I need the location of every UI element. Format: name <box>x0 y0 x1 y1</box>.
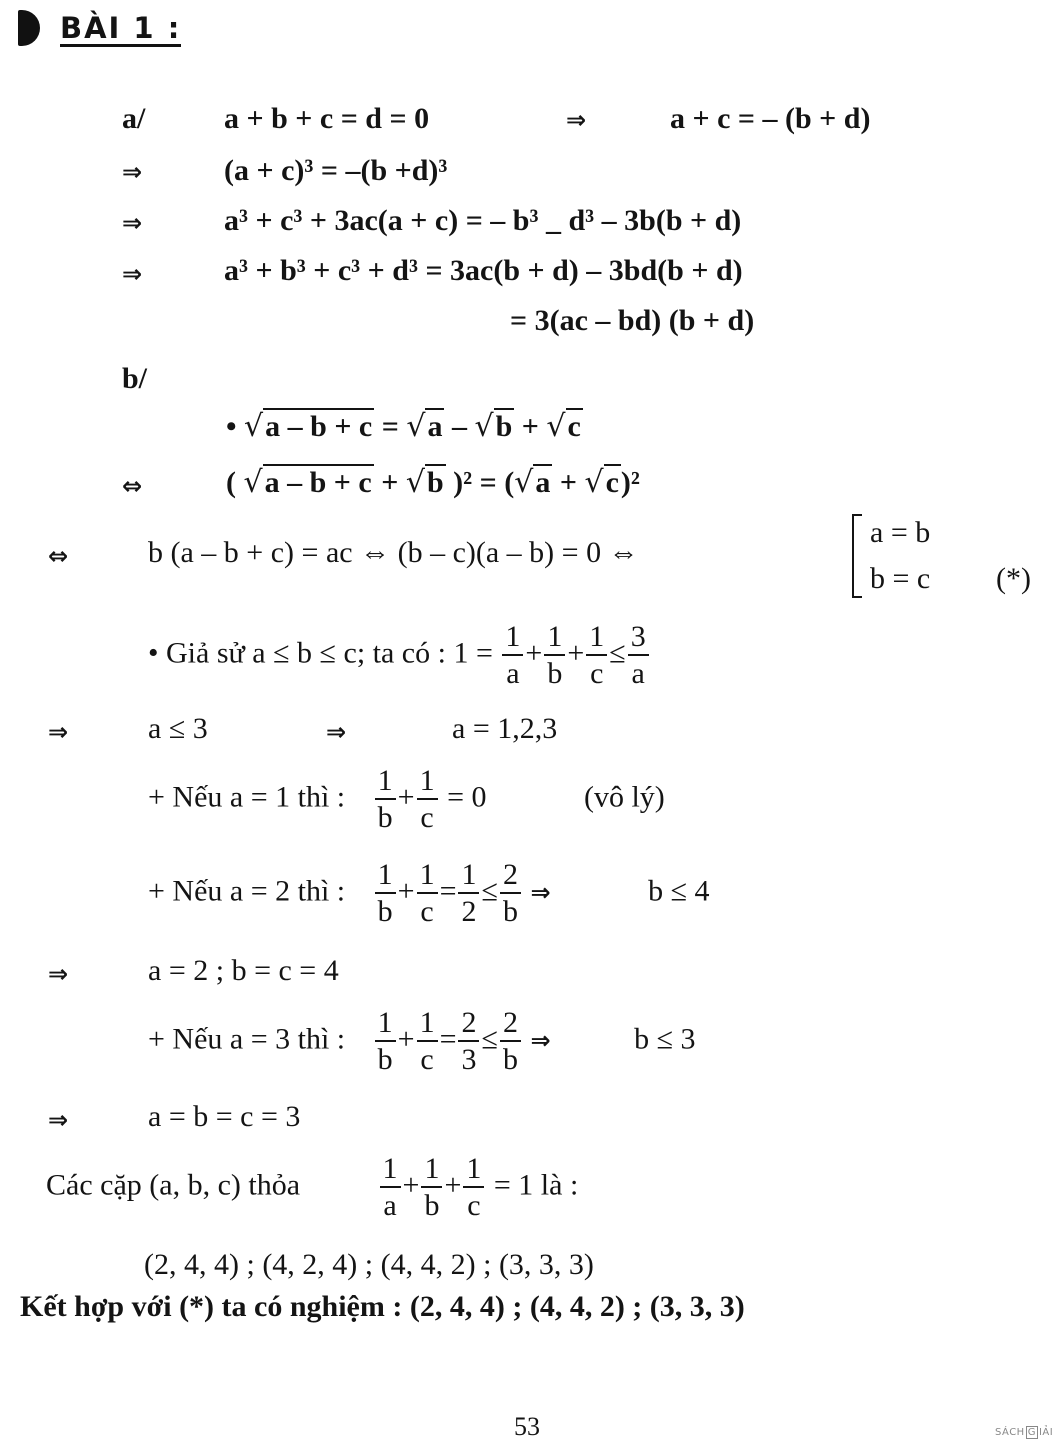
root-symbol: √ <box>514 465 534 500</box>
numerator: 1 <box>458 860 479 894</box>
numerator: 1 <box>417 1008 438 1042</box>
radicand: a – b + c <box>264 466 372 499</box>
case-2: + Nếu a = 2 thì : $\frac{1}{b}$ + $\frac{1}{c}$ = $\frac{1}{2}$ ≤ $\frac{2}{b}$ ⇒ b ≤ 4 <box>148 858 710 928</box>
result-a2: a = 2 ; b = c = 4 <box>148 954 339 987</box>
implies-symbol: ⇒ <box>48 1106 69 1134</box>
fraction <box>458 1008 479 1075</box>
logo-text: SÁCH <box>995 1427 1025 1438</box>
result: b ≤ 3 <box>634 1022 696 1056</box>
eq-a4: a³ + b³ + c³ + d³ = 3ac(b + d) – 3bd(b + d) <box>224 254 743 287</box>
numerator: 1 <box>375 860 396 894</box>
result: b ≤ 4 <box>648 874 710 908</box>
radicand: a – b + c <box>265 410 373 443</box>
eq-a1-left: a + b + c = d = 0 <box>224 102 430 135</box>
denominator: b <box>547 657 563 690</box>
site-logo <box>995 1426 1053 1439</box>
fraction <box>417 1008 438 1075</box>
implies-symbol: ⇒ <box>48 960 69 988</box>
operator: )² = ( <box>445 466 515 499</box>
implies-symbol: ⇒ <box>122 158 143 186</box>
denominator: c <box>420 801 434 834</box>
denominator: b <box>502 1043 518 1076</box>
implies-symbol: ⇒ <box>122 260 143 288</box>
root-symbol: √ <box>474 409 494 444</box>
pairs-text: Các cặp (a, b, c) thỏa <box>46 1168 301 1202</box>
fraction <box>380 1154 401 1221</box>
operator: ≤ <box>609 636 626 670</box>
implies-symbol: ⇒ <box>566 106 587 134</box>
radicand: b <box>495 410 513 443</box>
radicand: b <box>426 466 444 499</box>
page-number: 53 <box>514 1412 540 1441</box>
part-b-label: b/ <box>122 362 148 395</box>
logo-text: IẢI <box>1038 1427 1054 1438</box>
denominator: a <box>383 1189 397 1222</box>
system-line-1: a = b <box>870 516 931 549</box>
case-text: + Nếu a = 1 thì : <box>148 780 346 814</box>
eq-a2: (a + c)³ = –(b +d)³ <box>224 154 448 187</box>
pairs-list: (2, 4, 4) ; (4, 2, 4) ; (4, 4, 2) ; (3, 3, 3) <box>144 1248 594 1281</box>
operator: + <box>373 466 406 499</box>
bullet: • <box>226 410 237 443</box>
radical <box>405 465 446 500</box>
operator: + <box>552 466 585 499</box>
numerator: 1 <box>417 860 438 894</box>
denominator: b <box>377 1043 393 1076</box>
radical <box>243 465 374 500</box>
radical <box>244 409 374 444</box>
numerator: 1 <box>502 622 523 656</box>
operator: ( <box>226 466 244 499</box>
fraction <box>500 1008 521 1075</box>
denominator: c <box>467 1189 481 1222</box>
eq-b2 <box>226 465 640 500</box>
case-text: + Nếu a = 3 thì : <box>148 1022 346 1056</box>
case-text: + Nếu a = 2 thì : <box>148 874 346 908</box>
operator: + <box>514 410 547 443</box>
numerator: 1 <box>375 1008 396 1042</box>
implies-symbol: ⇒ <box>530 1026 551 1055</box>
denominator: b <box>377 895 393 928</box>
eq-a-values: a = 1,2,3 <box>452 712 558 745</box>
implies-symbol: ⇒ <box>122 209 143 237</box>
fraction <box>586 622 607 689</box>
fraction <box>458 860 479 927</box>
assume-text: Giả sử a ≤ b ≤ c; ta có : 1 = <box>166 636 493 670</box>
radical <box>514 465 552 500</box>
fraction <box>421 1154 442 1221</box>
eq-a1-right: a + c = – (b + d) <box>670 102 871 135</box>
implies-symbol: ⇒ <box>530 878 551 907</box>
operator: = 0 <box>447 780 487 814</box>
fraction <box>500 860 521 927</box>
denominator: c <box>420 1043 434 1076</box>
operator: )² <box>620 466 640 499</box>
part-a-label: a/ <box>122 102 146 135</box>
radical <box>584 465 620 500</box>
fraction <box>417 766 438 833</box>
eq-a3: a³ + c³ + 3ac(a + c) = – b³ _ d³ – 3b(b + d) <box>224 204 742 237</box>
denominator: b <box>502 895 518 928</box>
denominator: b <box>424 1189 440 1222</box>
radical <box>474 409 514 444</box>
bullet: • <box>148 636 159 670</box>
eq-a-le-3: a ≤ 3 <box>148 712 208 745</box>
operator: – <box>444 410 475 443</box>
denominator: 3 <box>461 1043 477 1076</box>
numerator: 1 <box>586 622 607 656</box>
root-symbol: √ <box>546 409 566 444</box>
iff-symbol: ⇔ <box>48 542 69 570</box>
numerator: 1 <box>463 1154 484 1188</box>
numerator: 3 <box>628 622 649 656</box>
fraction <box>375 766 396 833</box>
fraction <box>375 860 396 927</box>
radicand: c <box>605 466 619 499</box>
operator: = 1 là : <box>493 1168 579 1202</box>
final-answer: Kết hợp với (*) ta có nghiệm : (2, 4, 4) ; (4, 4, 2) ; (3, 3, 3) <box>20 1290 745 1323</box>
result-a3: a = b = c = 3 <box>148 1100 301 1133</box>
denominator: c <box>590 657 604 690</box>
eq-assume: • Giả sử a ≤ b ≤ c; ta có : 1 = $\frac{1}{a}$ + $\frac{1}{b}$ + $\frac{1}{c}$ ≤ $\frac{3}{a}$ <box>148 622 651 689</box>
operator: = <box>374 410 407 443</box>
root-symbol: √ <box>406 409 426 444</box>
denominator: b <box>377 801 393 834</box>
numerator: 1 <box>544 622 565 656</box>
radicand: a <box>535 466 551 499</box>
numerator: 2 <box>500 860 521 894</box>
root-symbol: √ <box>584 465 604 500</box>
fraction <box>502 622 523 689</box>
root-symbol: √ <box>244 409 264 444</box>
denominator: a <box>506 657 520 690</box>
radicand: c <box>567 410 581 443</box>
numerator: 1 <box>375 766 396 800</box>
fraction <box>628 622 649 689</box>
root-symbol: √ <box>243 465 263 500</box>
fraction <box>375 1008 396 1075</box>
implies-symbol: ⇒ <box>48 718 69 746</box>
radical <box>546 409 582 444</box>
iff-symbol: ⇔ <box>122 472 143 500</box>
system-line-2: b = c <box>870 562 931 595</box>
case-1: + Nếu a = 1 thì : $\frac{1}{b}$ + $\frac{1}{c}$ = 0 (vô lý) <box>148 764 665 834</box>
heading: BÀI 1 : <box>60 11 182 45</box>
numerator: 2 <box>500 1008 521 1042</box>
case-3: + Nếu a = 3 thì : $\frac{1}{b}$ + $\frac{1}{c}$ = $\frac{2}{3}$ ≤ $\frac{2}{b}$ ⇒ b ≤ 3 <box>148 1006 696 1076</box>
implies-symbol: ⇒ <box>326 718 347 746</box>
denominator: a <box>631 657 645 690</box>
denominator: 2 <box>461 895 477 928</box>
radicand: a <box>427 410 443 443</box>
logo-mark: G <box>1027 1427 1036 1438</box>
note: (vô lý) <box>583 780 665 814</box>
fraction <box>544 622 565 689</box>
numerator: 1 <box>421 1154 442 1188</box>
system-bracket <box>852 514 862 598</box>
eq-b3: b (a – b + c) = ac ⇔ (b – c)(a – b) = 0 ⇔ <box>148 536 639 569</box>
eq-b1 <box>226 409 583 444</box>
eq-a5: = 3(ac – bd) (b + d) <box>510 304 755 337</box>
fraction <box>463 1154 484 1221</box>
numerator: 1 <box>417 766 438 800</box>
root-symbol: √ <box>405 465 425 500</box>
star-marker: (*) <box>996 562 1031 595</box>
pairs-line: Các cặp (a, b, c) thỏa $\frac{1}{a}$ + $\frac{1}{b}$ + $\frac{1}{c}$ = 1 là : <box>46 1152 579 1222</box>
numerator: 2 <box>458 1008 479 1042</box>
fraction <box>417 860 438 927</box>
heading-marker <box>18 10 40 46</box>
numerator: 1 <box>380 1154 401 1188</box>
denominator: c <box>420 895 434 928</box>
radical <box>406 409 444 444</box>
